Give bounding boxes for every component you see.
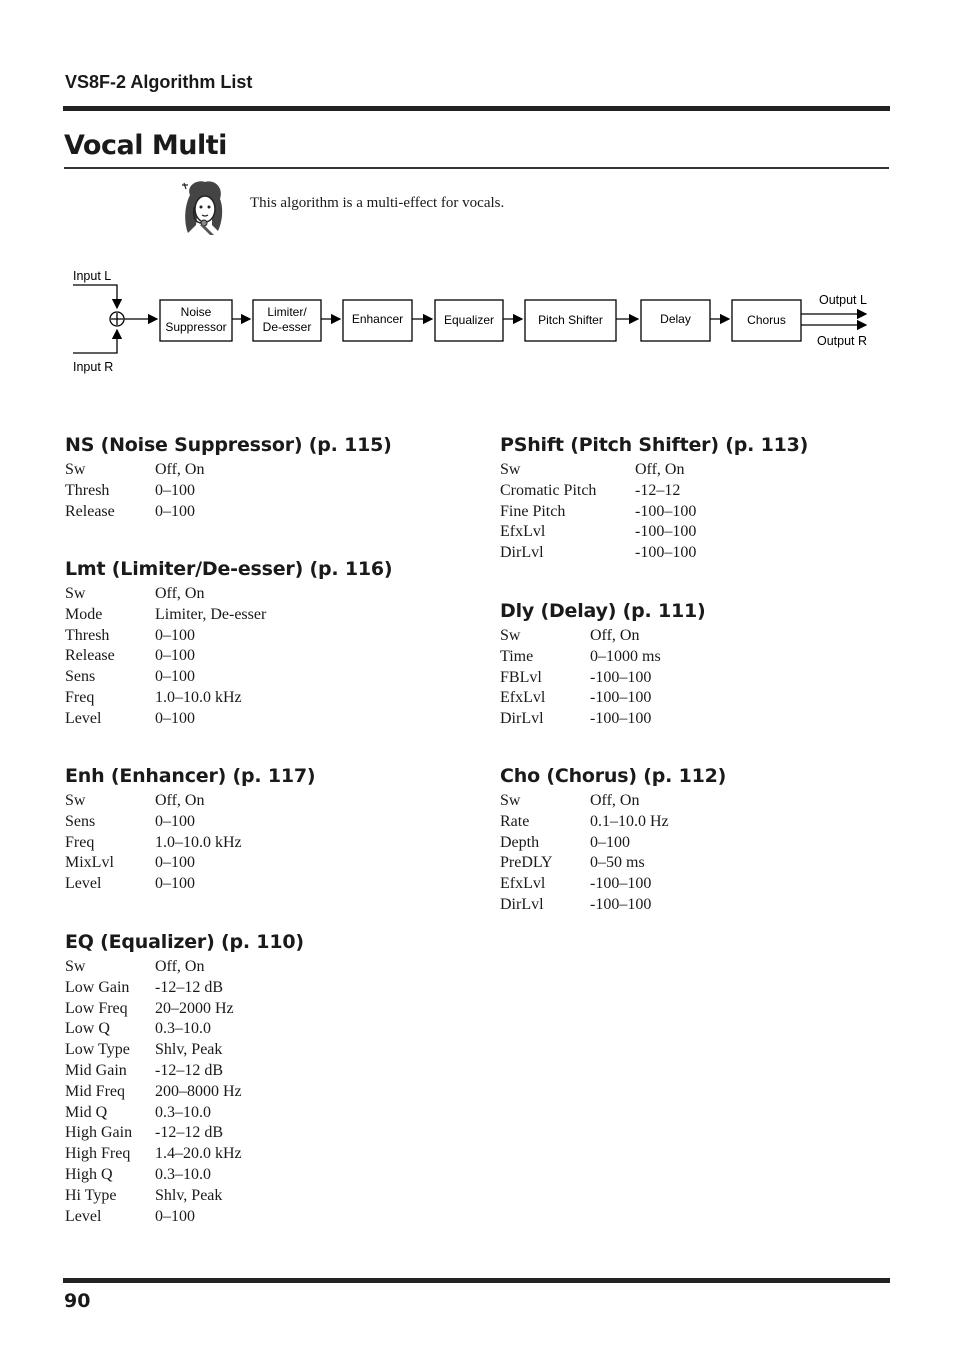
section-equalizer xyxy=(65,931,304,1227)
section-heading: Cho (Chorus) (p. 112) xyxy=(500,765,727,787)
param-row: Cromatic Pitch -12–12 xyxy=(500,481,681,499)
input-r-label: Input R xyxy=(73,360,114,374)
section-heading: Lmt (Limiter/De-esser) (p. 116) xyxy=(65,558,393,580)
param-row: Sw Off, On xyxy=(500,461,685,478)
signal-flow-diagram xyxy=(60,262,880,382)
block-enhancer xyxy=(343,300,412,341)
section-delay xyxy=(500,600,706,730)
param-row: Freq 1.0–10.0 kHz xyxy=(65,833,242,851)
param-row: Time 0–1000 ms xyxy=(500,647,661,665)
param-row: Sw Off, On xyxy=(65,792,205,809)
param-row: Thresh 0–100 xyxy=(65,481,195,499)
svg-text:Delay: Delay xyxy=(660,312,691,326)
svg-text:Pitch Shifter: Pitch Shifter xyxy=(538,313,603,327)
section-enhancer xyxy=(65,765,315,895)
svg-text:Suppressor: Suppressor xyxy=(165,320,227,334)
param-row: Release 0–100 xyxy=(65,647,195,665)
footer-rule xyxy=(63,1278,890,1283)
param-table xyxy=(500,626,661,730)
section-chorus xyxy=(500,765,726,916)
output-l-label: Output L xyxy=(819,293,867,307)
block-noise-suppressor xyxy=(160,300,232,341)
svg-text:Chorus: Chorus xyxy=(747,313,786,327)
param-row: Freq 1.0–10.0 kHz xyxy=(65,688,242,706)
param-row: Fine Pitch -100–100 xyxy=(500,502,697,520)
section-heading: Enh (Enhancer) (p. 117) xyxy=(65,765,316,787)
param-row: Sens 0–100 xyxy=(65,812,195,830)
block-chorus xyxy=(732,300,801,341)
vocalist-icon xyxy=(178,179,230,237)
block-delay xyxy=(641,300,710,341)
param-row: High Freq 1.4–20.0 kHz xyxy=(65,1145,242,1163)
param-row: Sw Off, On xyxy=(500,627,640,644)
param-row: Sw Off, On xyxy=(65,958,205,975)
running-header: VS8F-2 Algorithm List xyxy=(65,72,253,92)
param-row: DirLvl -100–100 xyxy=(500,710,652,728)
param-table xyxy=(65,791,242,895)
param-row: Mid Gain -12–12 dB xyxy=(65,1061,223,1079)
block-pitch-shifter xyxy=(525,300,616,341)
block-limiter-de-esser xyxy=(253,300,321,341)
param-row: Low Gain -12–12 dB xyxy=(65,978,223,996)
param-row: Mode Limiter, De-esser xyxy=(65,605,267,623)
section-heading: EQ (Equalizer) (p. 110) xyxy=(65,931,304,953)
section-limiter-de-esser xyxy=(65,558,392,730)
param-row: Rate 0.1–10.0 Hz xyxy=(500,812,669,830)
title-rule xyxy=(64,167,889,169)
input-l-label: Input L xyxy=(73,269,112,283)
section-heading: Dly (Delay) (p. 111) xyxy=(500,600,706,622)
param-row: Mid Q 0.3–10.0 xyxy=(65,1103,211,1121)
param-row: DirLvl -100–100 xyxy=(500,544,697,562)
param-table xyxy=(65,460,204,522)
param-row: DirLvl -100–100 xyxy=(500,895,652,913)
param-row: Low Q 0.3–10.0 xyxy=(65,1020,211,1038)
param-row: Mid Freq 200–8000 Hz xyxy=(65,1082,242,1100)
section-heading: PShift (Pitch Shifter) (p. 113) xyxy=(500,434,809,456)
svg-text:Noise: Noise xyxy=(180,305,212,319)
svg-text:De-esser: De-esser xyxy=(262,320,312,334)
param-table xyxy=(500,460,696,564)
param-row: Depth 0–100 xyxy=(500,833,630,851)
param-row: MixLvl 0–100 xyxy=(65,854,195,872)
output-r-label: Output R xyxy=(817,334,868,348)
section-pitch-shifter xyxy=(500,434,808,564)
param-row: Sw Off, On xyxy=(65,461,205,478)
param-row: Thresh 0–100 xyxy=(65,626,195,644)
param-row: Hi Type Shlv, Peak xyxy=(65,1186,223,1204)
svg-text:Enhancer: Enhancer xyxy=(351,312,404,326)
intro-text: This algorithm is a multi-effect for vocals. xyxy=(250,195,505,211)
param-row: EfxLvl -100–100 xyxy=(500,523,697,541)
param-row: Release 0–100 xyxy=(65,502,195,520)
param-row: Sw Off, On xyxy=(65,585,205,602)
param-row: Sw Off, On xyxy=(500,792,640,809)
param-row: Low Freq 20–2000 Hz xyxy=(65,999,234,1017)
param-row: Level 0–100 xyxy=(65,1207,195,1225)
param-table xyxy=(65,957,242,1227)
svg-text:Equalizer: Equalizer xyxy=(443,313,495,327)
page-number: 90 xyxy=(64,1290,91,1312)
param-row: Low Type Shlv, Peak xyxy=(65,1041,223,1059)
param-row: High Q 0.3–10.0 xyxy=(65,1165,211,1183)
param-row: EfxLvl -100–100 xyxy=(500,689,652,707)
param-row: Level 0–100 xyxy=(65,875,195,893)
param-row: Sens 0–100 xyxy=(65,668,195,686)
param-row: FBLvl -100–100 xyxy=(500,668,652,686)
page-title: Vocal Multi xyxy=(64,130,227,161)
header-rule xyxy=(63,106,890,111)
param-row: EfxLvl -100–100 xyxy=(500,875,652,893)
param-row: PreDLY 0–50 ms xyxy=(500,854,645,872)
param-row: High Gain -12–12 dB xyxy=(65,1124,223,1142)
section-heading: NS (Noise Suppressor) (p. 115) xyxy=(65,434,392,456)
section-noise-suppressor xyxy=(65,434,392,522)
param-table xyxy=(65,584,266,730)
svg-text:Limiter/: Limiter/ xyxy=(267,305,307,319)
param-table xyxy=(500,791,669,916)
block-equalizer xyxy=(435,300,503,341)
param-row: Level 0–100 xyxy=(65,709,195,727)
